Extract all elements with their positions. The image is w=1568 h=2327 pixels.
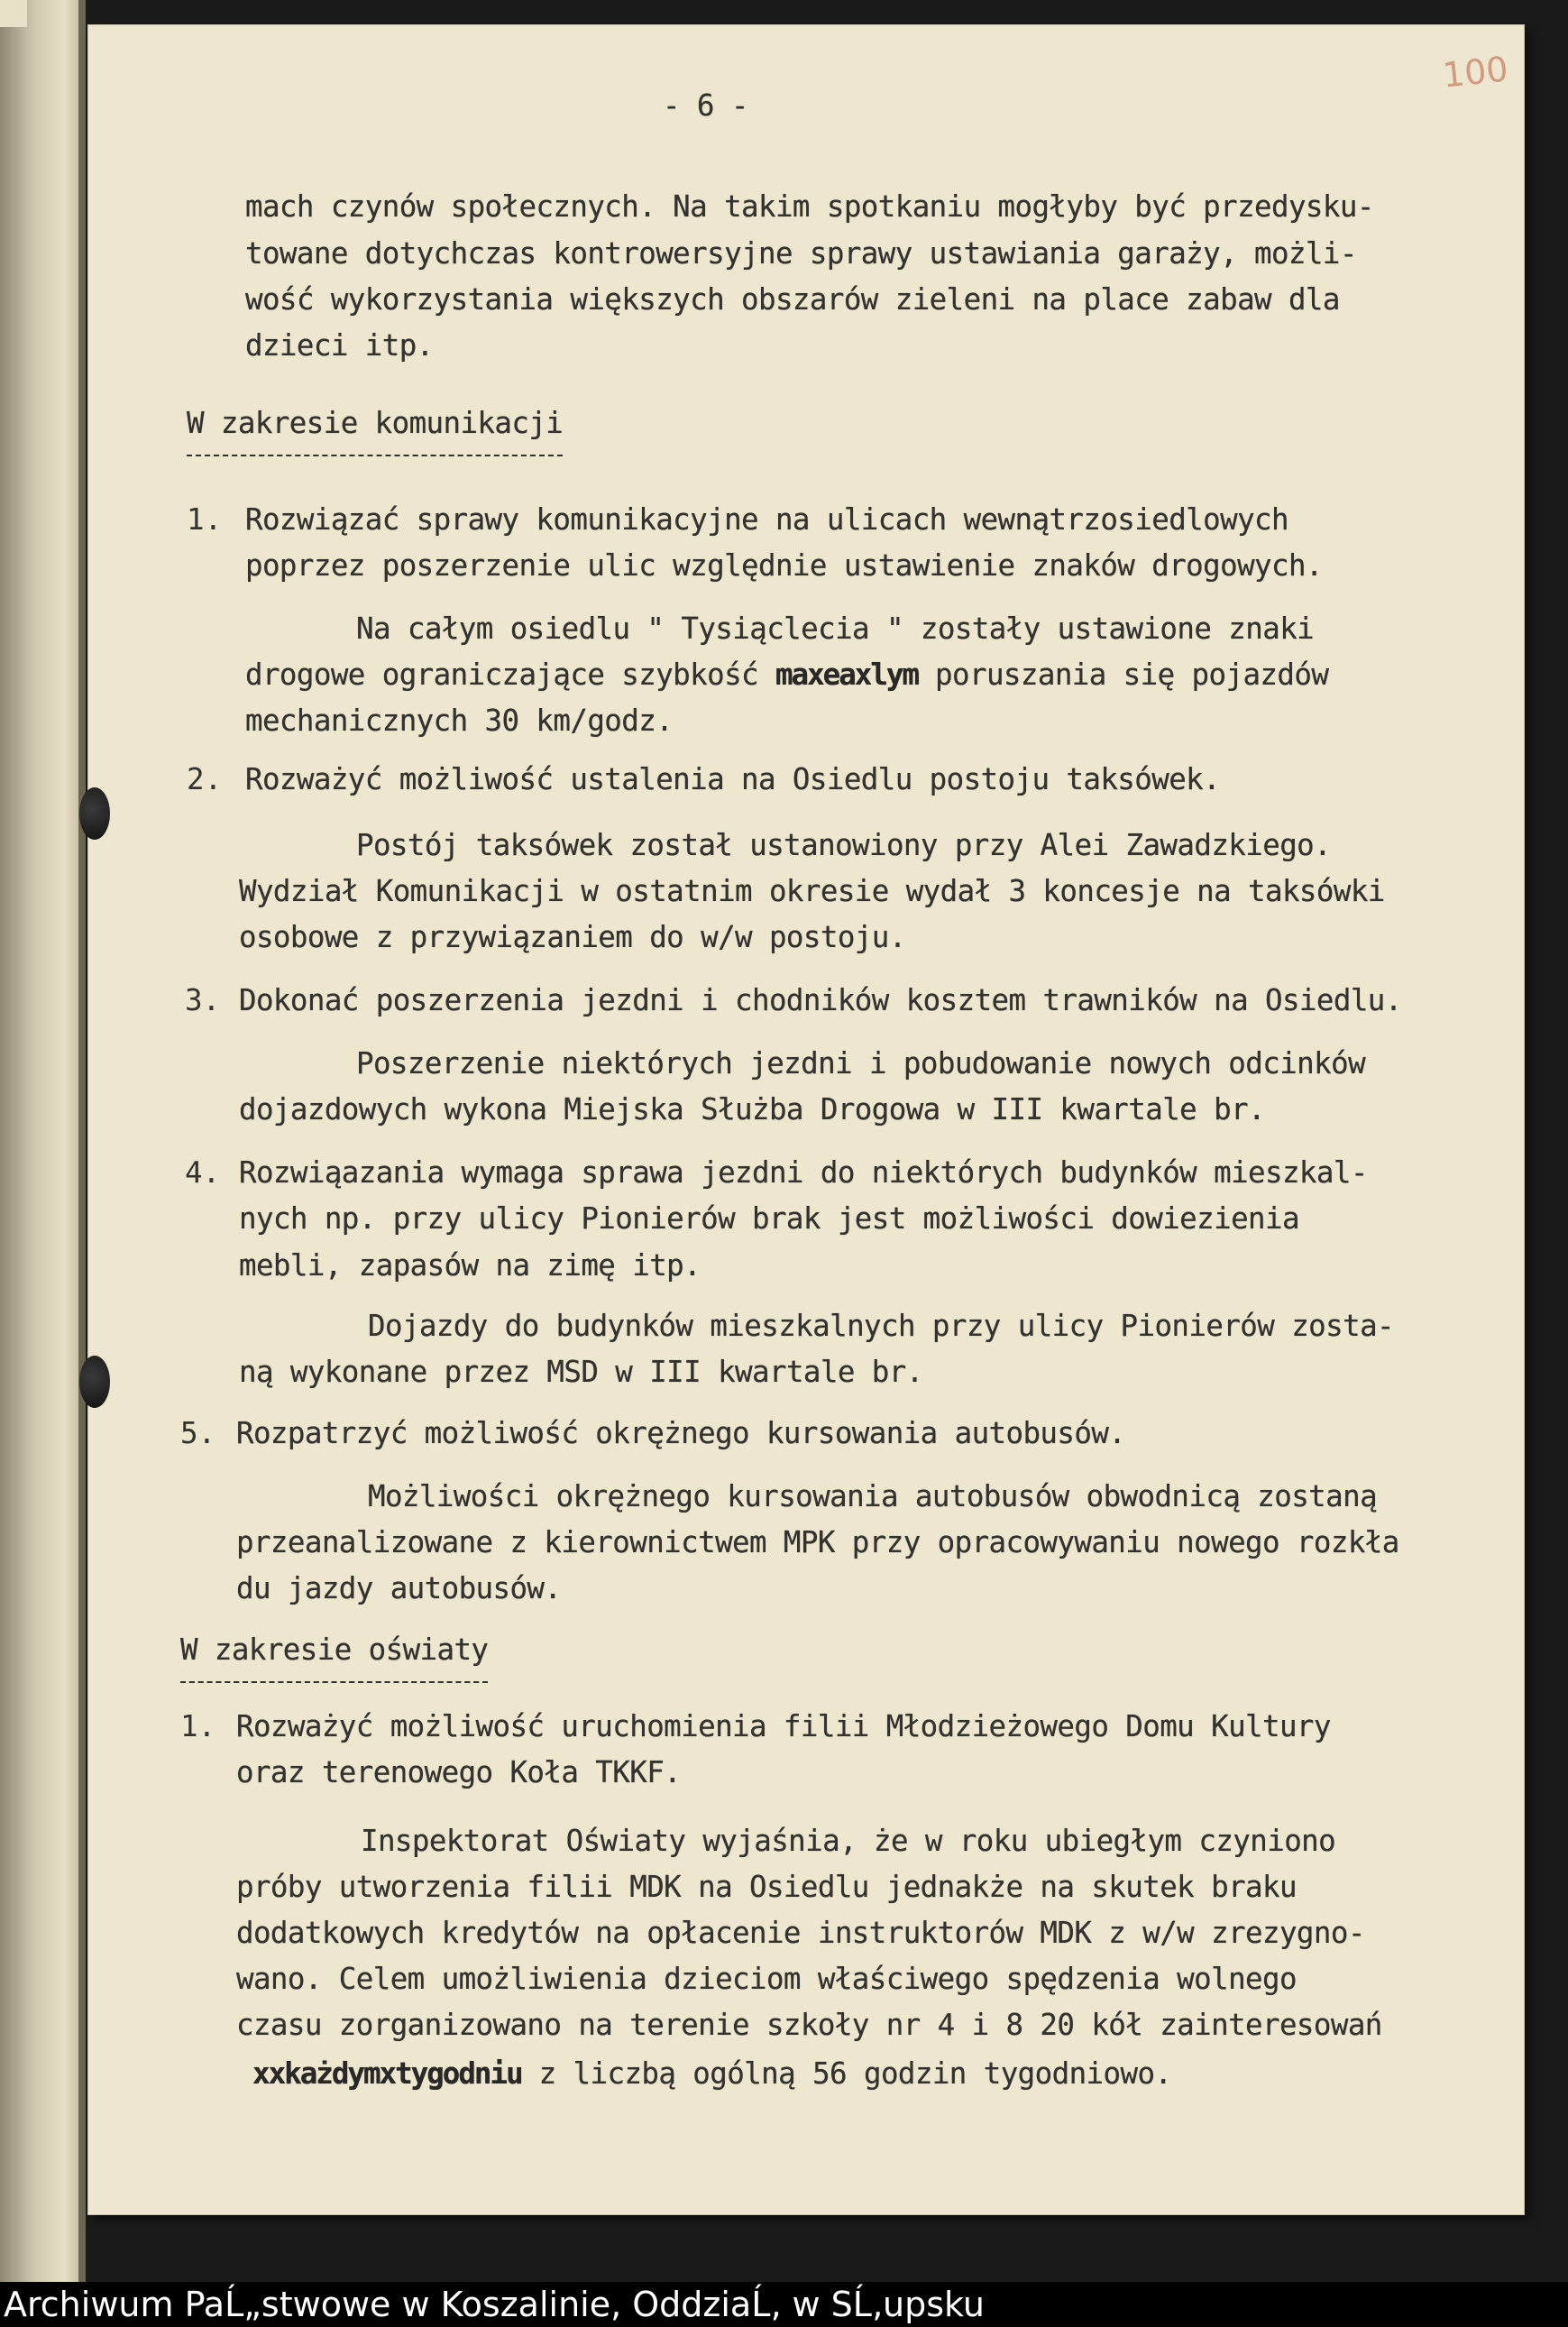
response-text: drogowe ograniczające szybkość [245, 658, 758, 692]
punch-hole [79, 1356, 110, 1408]
item-text-line: Dokonać poszerzenia jezdni i chodników kosztem trawników na Osiedlu. [239, 983, 1402, 1017]
response-line: Wydział Komunikacji w ostatnim okresie wydał 3 koncesje na taksówki [239, 874, 1385, 908]
response-line: Na całym osiedlu " Tysiąclecia " zostały ustawione znaki [356, 612, 1315, 646]
struck-out-word: xxkażdymxtygodniu [252, 2056, 522, 2091]
binding-tab [0, 0, 27, 27]
item-text-line: mebli, zapasów na zimę itp. [239, 1248, 701, 1283]
item-number: 1. [180, 1709, 216, 1743]
response-line: Poszerzenie niektórych jezdni i pobudowanie nowych odcinków [356, 1046, 1366, 1081]
adjacent-page-edge [0, 0, 86, 2282]
item-text-line: Rozwiązać sprawy komunikacyjne na ulicach wewnątrzosiedlowych [245, 502, 1288, 537]
response-line: dodatkowych kredytów na opłacenie instruktorów MDK z w/w zrezygno- [236, 1916, 1365, 1950]
response-line: Postój taksówek został ustanowiony przy Alei Zawadzkiego. [356, 828, 1332, 862]
response-line: Możliwości okrężnego kursowania autobusów obwodnicą zostaną [368, 1479, 1378, 1513]
section-heading-oswiata: W zakresie oświaty [180, 1633, 489, 1667]
paragraph-line: towane dotychczas kontrowersyjne sprawy ustawiania garaży, możli- [245, 236, 1357, 271]
response-line: wano. Celem umożliwienia dzieciom właściwego spędzenia wolnego [236, 1962, 1297, 1996]
response-line [245, 658, 1328, 692]
response-line: Dojazdy do budynków mieszkalnych przy ulicy Pionierów zosta- [368, 1309, 1394, 1343]
item-text-line: nych np. przy ulicy Pionierów brak jest możliwości dowiezienia [239, 1201, 1299, 1236]
punch-hole [79, 787, 110, 840]
page-number: - 6 - [663, 88, 748, 123]
paragraph-line: dzieci itp. [245, 328, 434, 363]
item-number: 5. [180, 1416, 216, 1450]
item-number: 1. [187, 502, 223, 537]
paragraph-line: wość wykorzystania większych obszarów zieleni na place zabaw dla [245, 282, 1340, 317]
paragraph-line: mach czynów społecznych. Na takim spotkaniu mogłyby być przedysku- [245, 189, 1374, 224]
item-text-line: poprzez poszerzenie ulic względnie ustawienie znaków drogowych. [245, 548, 1323, 583]
response-line: przeanalizowane z kierownictwem MPK przy opracowywaniu nowego rozkła [236, 1525, 1399, 1559]
item-number: 4. [185, 1155, 221, 1190]
response-line: czasu zorganizowano na terenie szkoły nr 4 i 8 20 kół zainteresowań [236, 2008, 1382, 2042]
response-line [252, 2056, 1171, 2091]
response-line: dojazdowych wykona Miejska Służba Drogowa w III kwartale br. [239, 1092, 1265, 1127]
archive-footer: Archiwum PaĹ„stwowe w Koszalinie, OddziaĹ‚ w SĹ‚upsku [0, 2282, 1568, 2327]
item-number: 2. [187, 762, 223, 796]
response-line: ną wykonane przez MSD w III kwartale br. [239, 1355, 923, 1389]
item-text-line: Rozpatrzyć możliwość okrężnego kursowania autobusów. [236, 1416, 1126, 1450]
response-line: osobowe z przywiązaniem do w/w postoju. [239, 920, 906, 954]
response-line: próby utworzenia filii MDK na Osiedlu jednakże na skutek braku [236, 1870, 1297, 1904]
response-line: mechanicznych 30 km/godz. [245, 704, 674, 738]
response-text: z liczbą ogólną 56 godzin tygodniowo. [538, 2056, 1172, 2091]
item-text-line: Rozważyć możliwość uruchomienia filii Młodzieżowego Domu Kultury [236, 1709, 1331, 1743]
response-text: poruszania się pojazdów [935, 658, 1329, 692]
response-line: Inspektorat Oświaty wyjaśnia, że w roku ubiegłym czyniono [361, 1824, 1336, 1858]
response-line: du jazdy autobusów. [236, 1571, 562, 1605]
item-text-line: Rozważyć możliwość ustalenia na Osiedlu postoju taksówek. [245, 762, 1221, 796]
archive-number-pencil: 100 [1440, 49, 1510, 96]
item-text-line: oraz terenowego Koła TKKF. [236, 1755, 682, 1789]
section-heading-komunikacja: W zakresie komunikacji [187, 406, 564, 440]
struck-out-word: maxeaxlym [775, 658, 919, 692]
item-number: 3. [185, 983, 221, 1017]
item-text-line: Rozwiąazania wymaga sprawa jezdni do niektórych budynków mieszkal- [239, 1155, 1368, 1190]
